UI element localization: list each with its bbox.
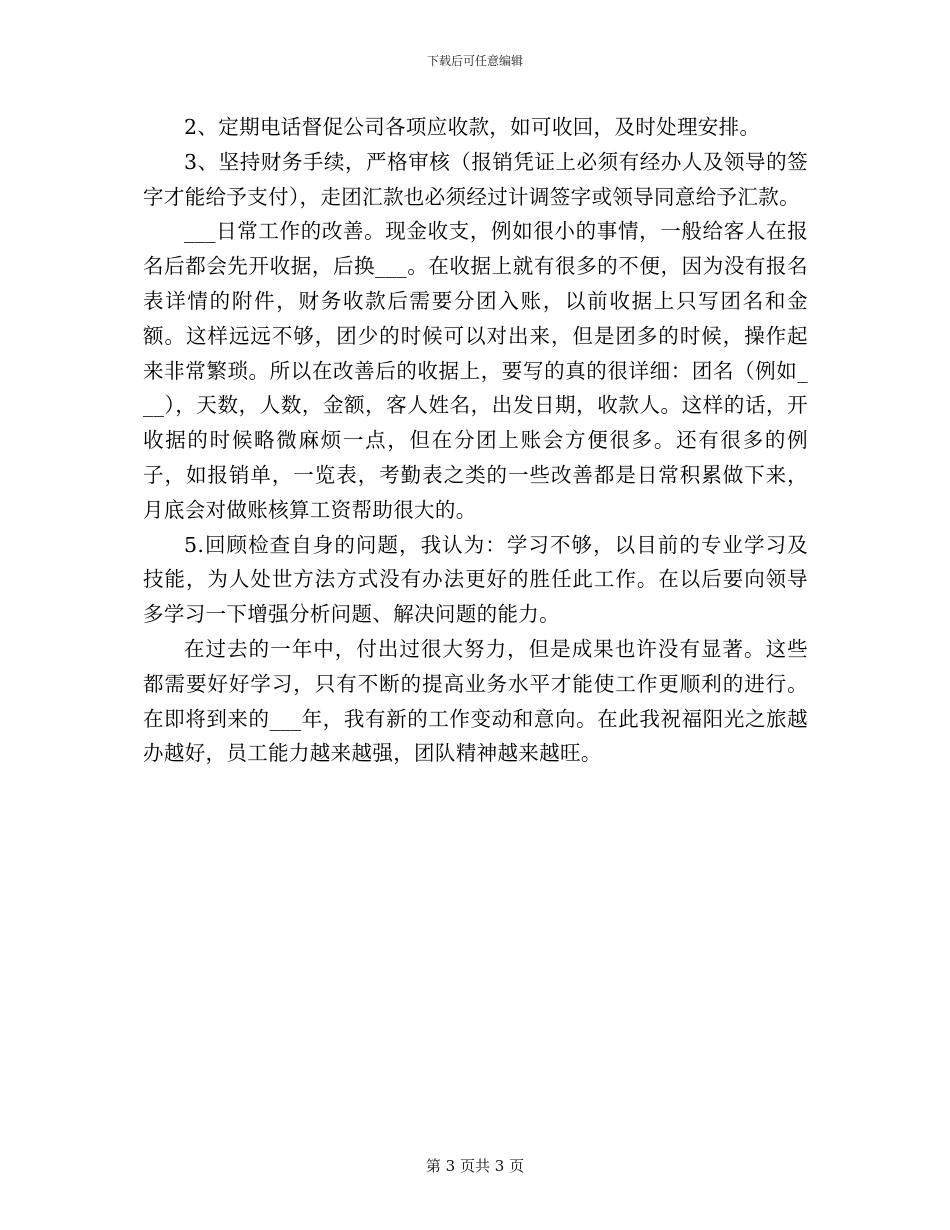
page-header: 下载后可任意编辑	[426, 54, 523, 68]
paragraph-item-2: 2、定期电话督促公司各项应收款，如可收回，及时处理安排。	[184, 115, 761, 139]
paragraph-daily-improvement: ___日常工作的改善。现金收支，例如很小的事情，一般给客人在报名后都会先开收据，后换___。在收据上就有很多的不便，因为没有报名表详情的附件，财务收款后需要分团入账，以前收据上只写团名和金额。这样远远不够，团少的时候可以对出来，但是团多的时候，操作起来非常繁琐。所以在改善后的收据上，要写的真的很详细：团名（例如___），天数，人数，金额，客人姓名，出发日期，收款人。这样的话，开收据的时候略微麻烦一点，但在分团上账会方便很多。还有很多的例子，如报销单，一览表，考勤表之类的一些改善都是日常积累做下来，月底会对做账核算工资帮助很大的。	[143, 219, 808, 522]
page-number-footer: 第 3 页共 3 页	[425, 1157, 525, 1175]
paragraph-item-5: 5.回顾检查自身的问题，我认为：学习不够，以目前的专业学习及技能，为人处世方法方式没有办法更好的胜任此工作。在以后要向领导多学习一下增强分析问题、解决问题的能力。	[143, 532, 808, 627]
document-body	[143, 110, 808, 771]
paragraph-conclusion: 在过去的一年中，付出过很大努力，但是成果也许没有显著。这些都需要好好学习，只有不断的提高业务水平才能使工作更顺利的进行。在即将到来的___年，我有新的工作变动和意向。在此我祝福阳光之旅越办越好，员工能力越来越强，团队精神越来越旺。	[143, 636, 808, 766]
paragraph-item-3: 3、坚持财务手续，严格审核（报销凭证上必须有经办人及领导的签字才能给予支付），走团汇款也必须经过计调签字或领导同意给予汇款。	[143, 149, 808, 209]
